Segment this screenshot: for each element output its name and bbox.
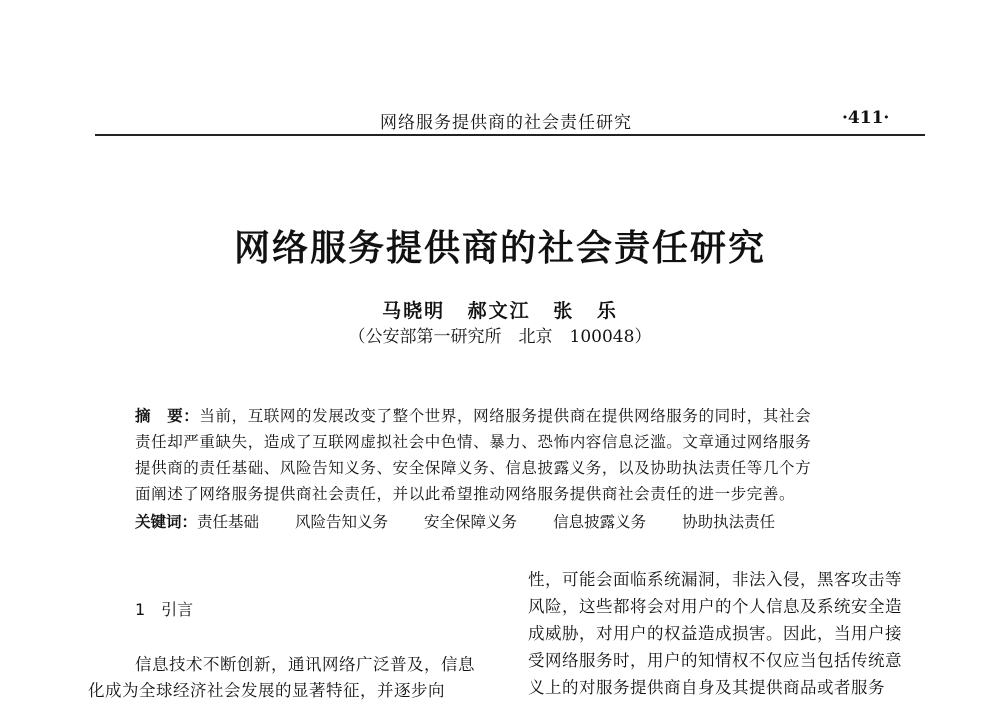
abstract-line — [135, 404, 811, 426]
page-number: ·411· — [842, 108, 890, 128]
keywords-label: 关键词： — [135, 513, 198, 531]
abstract-line: 面阐述了网络服务提供商社会责任，并以此希望推动网络服务提供商社会责任的进一步完善。 — [135, 485, 796, 503]
keyword: 责任基础 — [197, 513, 260, 531]
authors: 马晓明 郝文江 张 乐 — [382, 300, 618, 322]
abstract-text: 当前，互联网的发展改变了整个世界，网络服务提供商在提供网络服务的同时，其社会 — [199, 407, 812, 425]
running-title: 网络服务提供商的社会责任研究 — [380, 113, 632, 133]
abstract-line: 责任却严重缺失，造成了互联网虚拟社会中色情、暴力、恐怖内容信息泛滥。文章通过网络服务 — [135, 433, 812, 451]
article-title: 网络服务提供商的社会责任研究 — [233, 228, 766, 269]
body-text-line: 化成为全球经济社会发展的显著特征，并逐步向 — [88, 681, 445, 700]
abstract-line: 提供商的责任基础、风险告知义务、安全保障义务、信息披露义务，以及协助执法责任等几个方 — [135, 459, 812, 477]
keywords-line — [135, 510, 811, 532]
body-text-line: 性，可能会面临系统漏洞，非法入侵，黑客攻击等 — [528, 570, 902, 589]
header-rule — [95, 134, 925, 136]
body-text-line: 义上的对服务提供商自身及其提供商品或者服务 — [528, 678, 885, 697]
body-text-line: 信息技术不断创新，通讯网络广泛普及，信息 — [135, 655, 475, 674]
keyword: 安全保障义务 — [424, 513, 518, 531]
section-heading: 1 引言 — [135, 600, 194, 619]
keyword: 风险告知义务 — [295, 513, 389, 531]
keyword: 协助执法责任 — [682, 513, 776, 531]
body-text-line: 成威胁，对用户的权益造成损害。因此，当用户接 — [528, 624, 902, 643]
body-text-line: 受网络服务时，用户的知情权不仅应当包括传统意 — [528, 651, 902, 670]
affiliation: （公安部第一研究所 北京 100048） — [348, 327, 652, 347]
keyword: 信息披露义务 — [553, 513, 647, 531]
abstract-label: 摘 要： — [135, 407, 200, 425]
body-text-line: 风险，这些都将会对用户的个人信息及系统安全造 — [528, 597, 902, 616]
